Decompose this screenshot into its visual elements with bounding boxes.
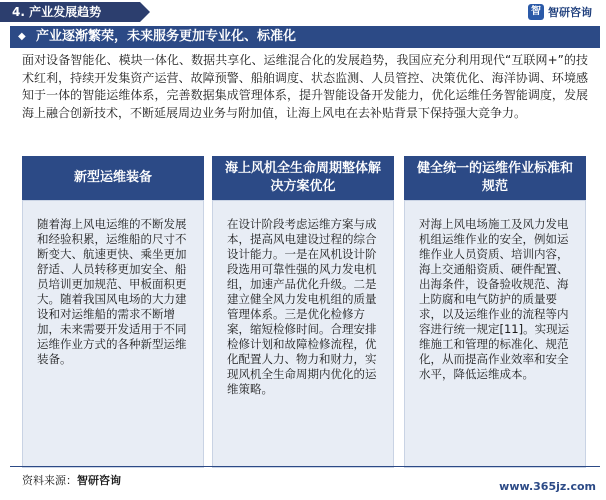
footer-divider [10, 466, 600, 467]
brand-name: 智研咨询 [548, 6, 592, 19]
card-standards [404, 156, 586, 466]
source-label: 资料来源： [22, 474, 77, 487]
top-bar [0, 0, 606, 24]
source-value: 智研咨询 [77, 474, 121, 487]
source-note [22, 472, 121, 488]
brand-logo [528, 4, 592, 20]
diamond-icon: ◆ [18, 31, 26, 42]
section-label: 4. 产业发展趋势 [0, 2, 140, 22]
card-title: 健全统一的运维作业标准和规范 [404, 156, 586, 200]
card-body: 在设计阶段考虑运维方案与成本，提高风电建设过程的综合设计能力。一是在风机设计阶段选用可靠性强的风力发电机组，加速产品优化升级。二是建立健全风力发电机组的质量管理体系。三是优化检修方案，缩短检修时间。合理安排检修计划和故障检修流程，优化配置人力、物力和财力，实现风机全生命周期内优化的运维策略。 [212, 200, 394, 468]
card-new-equipment [22, 156, 204, 466]
card-title: 海上风机全生命周期整体解决方案优化 [212, 156, 394, 200]
brand-logo-icon: 智 [528, 4, 544, 20]
card-body: 随着海上风电运维的不断发展和经验积累，运维船的尺寸不断变大、航速更快、乘坐更加舒适、人员转移更加安全、船员培训更加规范、甲板面积更大。随着我国风电场的大力建设和对运维船的需求不断增加，未来需要开发适用于不同运维作业方式的各种新型运维装备。 [22, 200, 204, 468]
headline-title: 产业逐渐繁荣，未来服务更加专业化、标准化 [36, 29, 297, 44]
headline-bar [10, 26, 600, 48]
card-title: 新型运维装备 [22, 156, 204, 200]
card-body: 对海上风电场施工及风力发电机组运维作业的安全，例如运维作业人员资质、培训内容，海上交通船资质、硬件配置、出海条件，设备验收规范、海上防腐和电气防护的质量要求，以及运维作业的流程等内容进行统一规定[11]。实现运维施工和管理的标准化、规范化，从而提高作业效率和安全水平，降低运维成本。 [404, 200, 586, 468]
card-lifecycle-solution [212, 156, 394, 466]
site-url: www.365jz.com [499, 480, 596, 493]
intro-paragraph: 面对设备智能化、模块一体化、数据共享化、运维混合化的发展趋势，我国应充分利用现代“互联网+”的技术红利，持续开发集资产运营、故障预警、船舶调度、状态监测、人员管控、决策优化、海洋协调、环境感知于一体的智能运维体系，完善数据集成管理体系，提升智能设备开发能力，优化运维任务智能调度，发展海上融合创新技术，不断延展周边业务与附加值，让海上风电在去补贴背景下保持强大竞争力。 [22, 53, 588, 120]
